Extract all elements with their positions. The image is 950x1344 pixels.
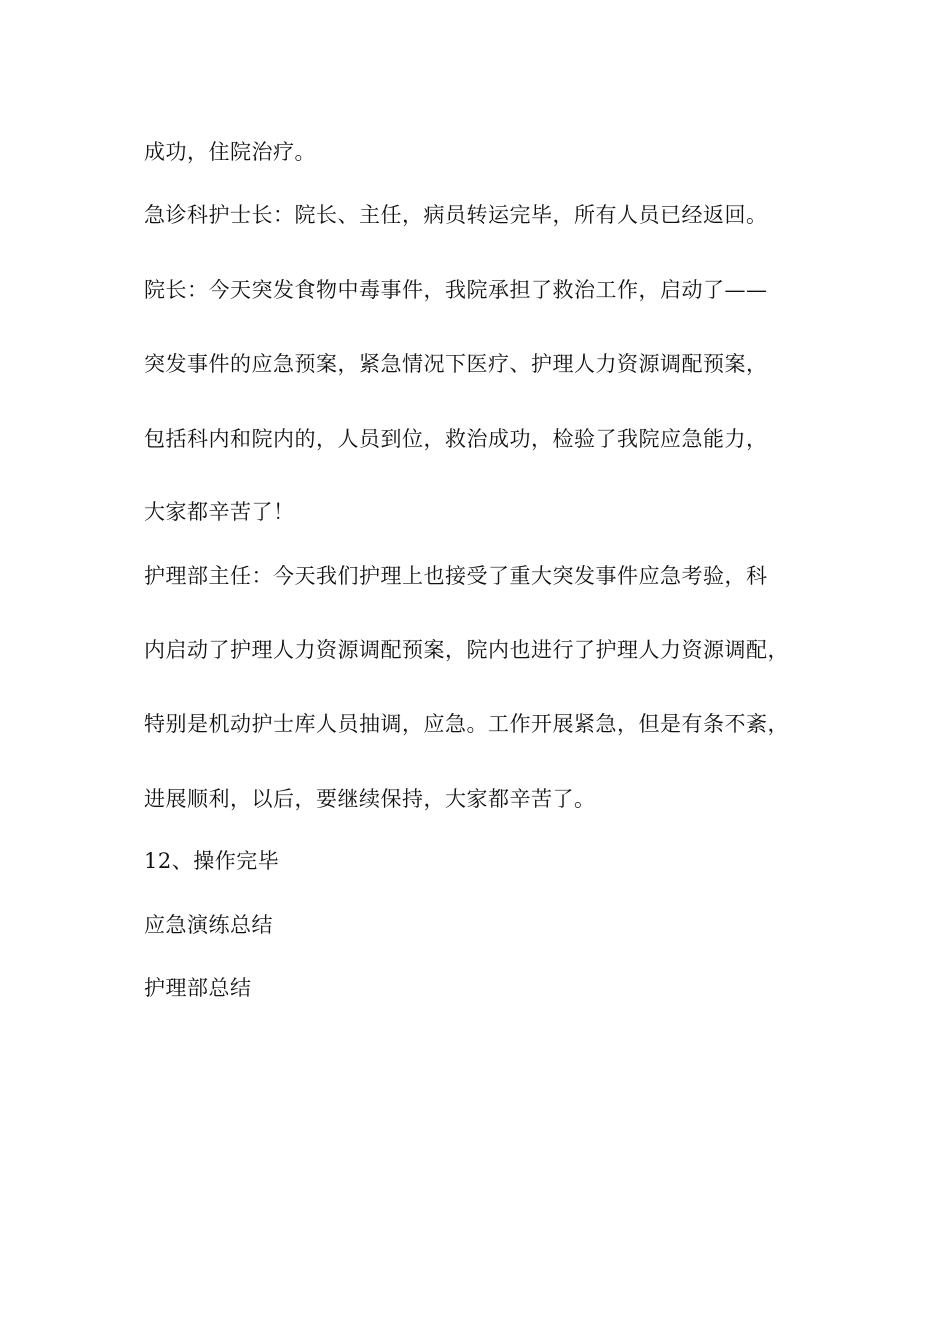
- section-heading: 12、操作完毕: [144, 849, 280, 873]
- text-line: 突发事件的应急预案，紧急情况下医疗、护理人力资源调配预案，: [144, 352, 768, 376]
- section-heading: 应急演练总结: [144, 913, 273, 937]
- text-line: 包括科内和院内的，人员到位，救治成功，检验了我院应急能力，: [144, 427, 768, 451]
- section-heading: 护理部总结: [144, 976, 252, 1000]
- text-line: 护理部主任：今天我们护理上也接受了重大突发事件应急考验，科: [144, 564, 768, 588]
- text-line: 大家都辛苦了！: [144, 500, 295, 524]
- text-line: 成功，住院治疗。: [144, 140, 316, 164]
- text-line: 内启动了护理人力资源调配预案，院内也进行了护理人力资源调配，: [144, 638, 789, 662]
- text-line: 进展顺利，以后，要继续保持，大家都辛苦了。: [144, 787, 596, 811]
- text-line: 院长：今天突发食物中毒事件，我院承担了救治工作，启动了——: [144, 278, 768, 302]
- text-line: 急诊科护士长：院长、主任，病员转运完毕，所有人员已经返回。: [144, 203, 768, 227]
- text-line: 特别是机动护士库人员抽调，应急。工作开展紧急，但是有条不紊，: [144, 712, 789, 736]
